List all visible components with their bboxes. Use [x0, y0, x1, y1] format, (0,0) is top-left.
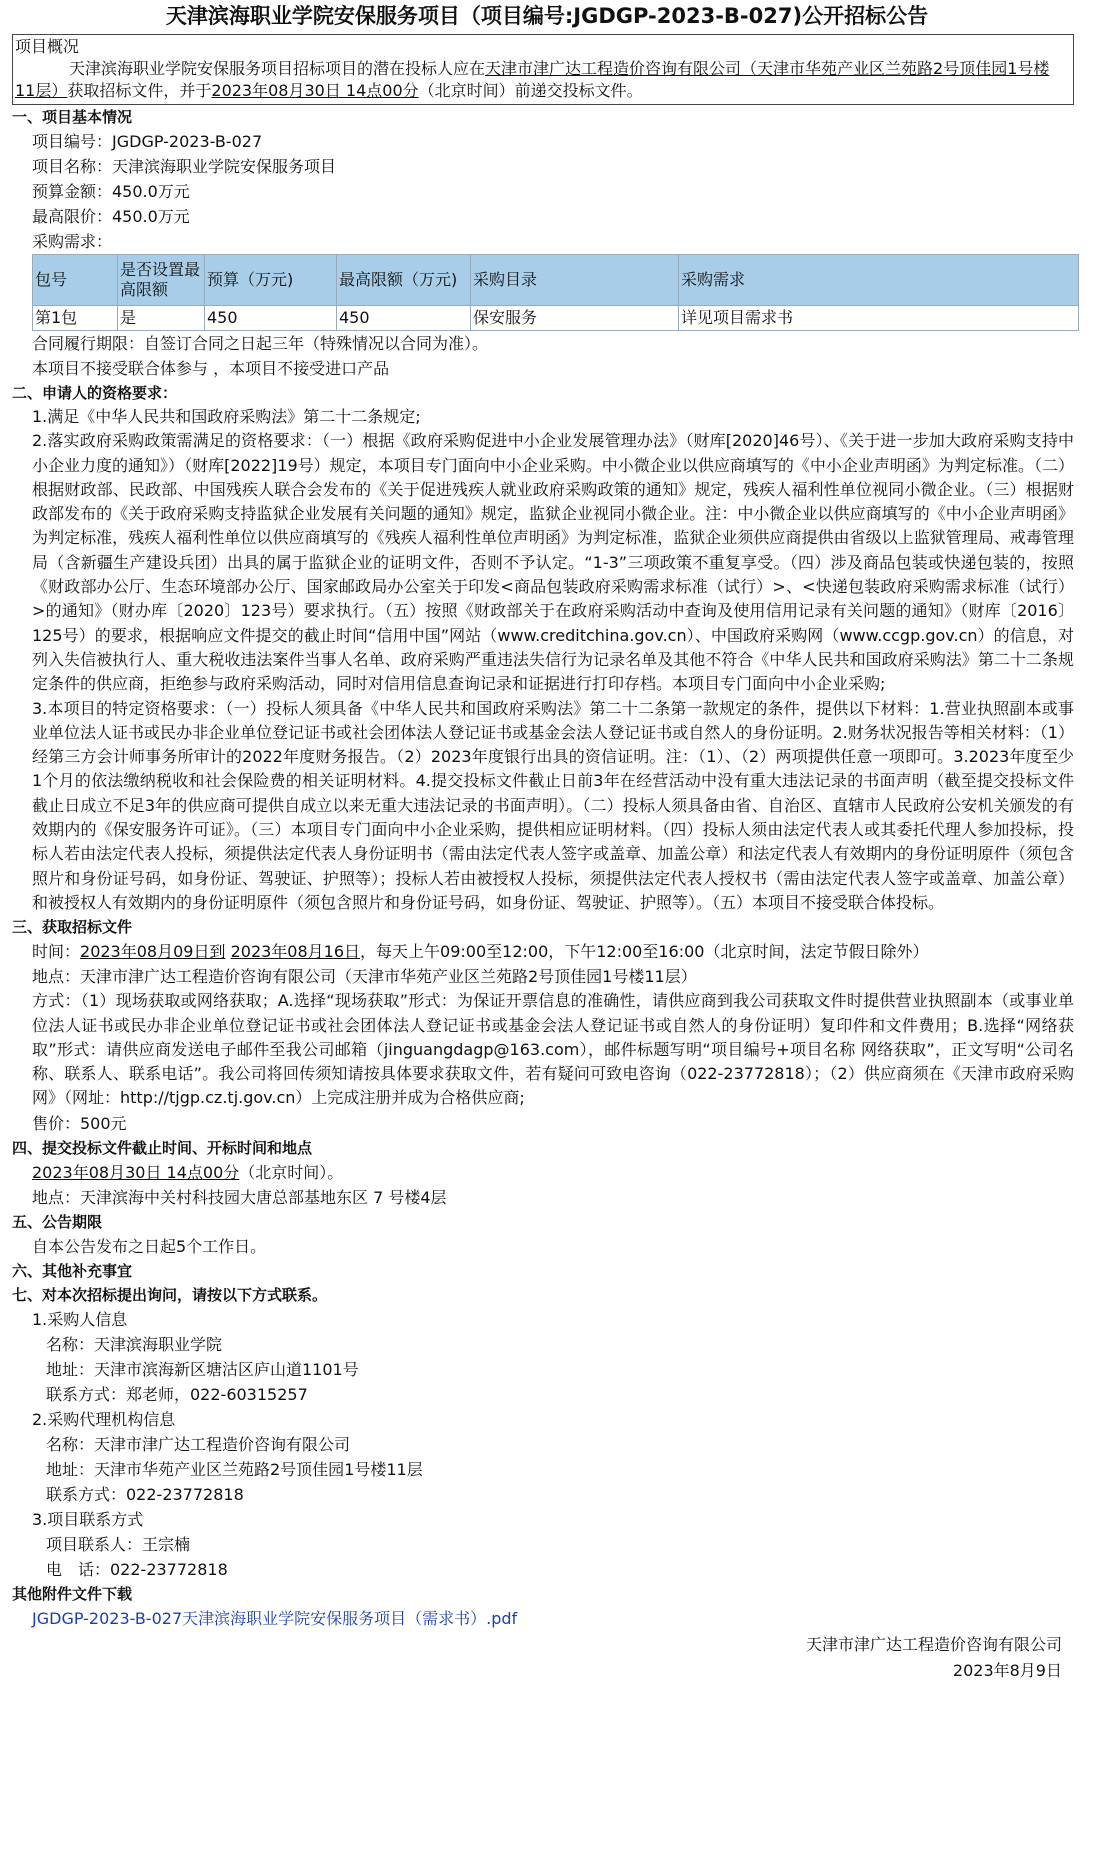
overview-text-1: 天津滨海职业学院安保服务项目招标项目的潜在投标人应在: [69, 59, 486, 78]
td-package: 第1包: [33, 306, 118, 331]
project-contact-phone: 电 话：022-23772818: [46, 1559, 228, 1579]
qualification-1: 1.满足《中华人民共和国政府采购法》第二十二条规定;: [32, 407, 421, 426]
th-max-limit: 最高限额（万元): [337, 255, 471, 306]
agency-name: 名称：天津市津广达工程造价咨询有限公司: [46, 1434, 351, 1454]
th-requirement: 采购需求: [679, 255, 1079, 306]
notice-period: 自本公告发布之日起5个工作日。: [32, 1236, 267, 1256]
section-2-heading: 二、申请人的资格要求：: [12, 384, 178, 402]
submission-deadline: [12, 1160, 1082, 1185]
purchaser-contact: 联系方式：郑老师，022-60315257: [46, 1384, 308, 1404]
qualification-2: 2.落实政府采购政策需满足的资格要求：（一）根据《政府采购促进中小企业发展管理办法》（财库[2020]46号）、《关于进一步加大政府采购支持中小企业力度的通知》）（财库[2022]19号）规定，本项目专门面向中小企业采购。中小微企业以供应商填写的《中小企业声明函》为判定标准。（二）根据财政部、民政部、中国残疾人联合会发布的《关于促进残疾人就业政府采购政策的通知》规定，残疾人福利性单位视同小微企业。（三）根据财政部发布的《关于政府采购支持监狱企业发展有关问题的通知》规定，监狱企业视同小微企业。注：中小微企业以供应商填写的《中小企业声明函》为判定标准，残疾人福利性单位以供应商填写的《残疾人福利性单位声明函》为判定标准，监狱企业须供应商提供由省级以上监狱管理局、戒毒管理局（含新疆生产建设兵团）出具的属于监狱企业的证明文件，否则不予认定。“1-3”三项政策不重复享受。（四）涉及商品包装或快递包装的，按照《财政部办公厅、生态环境部办公厅、国家邮政局办公室关于印发<商品包装政府采购需求标准（试行）>、<快递包装政府采购需求标准（试行）>的通知》（财办库〔2020〕123号）要求执行。（五）按照《财政部关于在政府采购活动中查询及使用信用记录有关问题的通知》（财库〔2016〕125号）的要求，根据响应文件提交的截止时间“信用中国”网站（www.creditchina.gov.cn）、中国政府采购网（www.ccgp.gov.cn）的信息，对列入失信被执行人、重大税收违法案件当事人名单、政府采购严重违法失信行为记录名单及其他不符合《中华人民共和国政府采购法》第二十二条规定条件的供应商，拒绝参与政府采购活动，同时对信用信息查询记录和证据进行打印存档。本项目专门面向中小企业采购;: [32, 431, 1074, 694]
td-max-limit: 450: [337, 306, 471, 331]
purchaser-address: 地址：天津市滨海新区塘沽区庐山道1101号: [46, 1359, 359, 1379]
obtain-time: [12, 939, 1082, 964]
td-limit-set: 是: [118, 306, 205, 331]
opening-place: 地点：天津滨海中关村科技园大唐总部基地东区 7 号楼4层: [32, 1187, 447, 1207]
attachment-download-link[interactable]: JGDGP-2023-B-027天津滨海职业学院安保服务项目（需求书）.pdf: [32, 1608, 518, 1628]
th-catalog: 采购目录: [471, 255, 679, 306]
announcement-page: [12, 0, 1082, 1684]
obtain-end-date: 2023年08月16日: [230, 942, 361, 962]
obtain-place: 地点：天津市津广达工程造价咨询有限公司（天津市华苑产业区兰苑路2号顶佳园1号楼11层）: [32, 967, 697, 987]
attachments-heading: 其他附件文件下载: [12, 1584, 133, 1603]
td-requirement: 详见项目需求书: [679, 306, 1079, 331]
th-package: 包号: [33, 255, 118, 306]
procurement-needs-label: 采购需求：: [32, 232, 113, 251]
qualification-3: 3.本项目的特定资格要求：（一）投标人须具备《中华人民共和国政府采购法》第二十二条第一款规定的条件，提供以下材料：1.营业执照副本或事业单位法人证书或民办非企业单位登记证书或社会团体法人登记证书或基金会法人登记证书或自然人的身份证明。2.财务状况报告等相关材料：（1）经第三方会计师事务所审计的2022年度财务报告。（2）2023年度银行出具的资信证明。注：（1）、（2）两项提供任意一项即可。3.2023年度至少1个月的依法缴纳税收和社会保险费的相关证明材料。4.提交投标文件截止日前3年在经营活动中没有重大违法记录的书面声明（截至提交投标文件截止日成立不足3年的供应商可提供自成立以来无重大违法记录的书面声明）。（二）投标人须具备由省、自治区、直辖市人民政府公安机关颁发的有效期内的《保安服务许可证》。（三）本项目专门面向中小企业采购，提供相应证明材料。（四）投标人须由法定代表人或其委托代理人参加投标，投标人若由法定代表人投标，须提供法定代表人身份证明书（需由法定代表人签字或盖章、加盖公章）和法定代表人有效期内的身份证明原件（须包含照片和身份证号码，如身份证、驾驶证、护照等）；投标人若由被授权人投标，须提供法定代表人授权书（需由法定代表人签字或盖章、加盖公章）和被授权人有效期内的身份证明原件（须包含照片和身份证号码，如身份证、驾驶证、护照等）。（五）本项目不接受联合体投标。: [32, 698, 1074, 912]
footer-date: 2023年8月9日: [952, 1660, 1062, 1680]
package-table: [32, 254, 1079, 331]
overview-agency-underlined: 天津市津广达工程造价咨询有限公司（天津市华苑产业区兰苑路2号顶佳园1号楼11层）: [15, 59, 1050, 100]
th-budget: 预算（万元): [205, 255, 337, 306]
td-catalog: 保安服务: [471, 306, 679, 331]
section-3-heading: 三、获取招标文件: [12, 918, 133, 937]
overview-deadline-underlined: 2023年08月30日 14点00分: [211, 81, 419, 100]
page-title: 天津滨海职业学院安保服务项目（项目编号:JGDGP-2023-B-027)公开招标公告: [165, 4, 929, 28]
purchaser-info-heading: 1.采购人信息: [32, 1309, 128, 1329]
project-number: 项目编号：JGDGP-2023-B-027: [32, 132, 263, 151]
th-limit-set: 是否设置最高限额: [118, 255, 205, 306]
submission-deadline-suffix: （北京时间）。: [239, 1162, 344, 1182]
section-5-heading: 五、公告期限: [12, 1212, 103, 1231]
obtain-hours: ，每天上午09:00至12:00，下午12:00至16:00（北京时间，法定节假日除外）: [360, 942, 929, 962]
consortium-note: 本项目不接受联合体参与 ，本项目不接受进口产品: [32, 359, 390, 378]
agency-contact: 联系方式：022-23772818: [46, 1484, 244, 1504]
obtain-start-date: 2023年08月09日: [80, 942, 210, 962]
obtain-to: 到: [209, 942, 226, 962]
agency-address: 地址：天津市华苑产业区兰苑路2号顶佳园1号楼11层: [46, 1459, 423, 1479]
table-row: [33, 306, 1079, 331]
section-7-heading: 七、对本次招标提出询问，请按以下方式联系。: [12, 1285, 328, 1304]
budget-amount: 预算金额：450.0万元: [32, 182, 190, 201]
section-6-heading: 六、其他补充事宜: [12, 1261, 133, 1280]
overview-text-5: （北京时间）前递交投标文件。: [418, 81, 643, 100]
td-budget: 450: [205, 306, 337, 331]
section-4-heading: 四、提交投标文件截止时间、开标时间和地点: [12, 1138, 313, 1157]
obtain-time-label: 时间：: [32, 942, 81, 962]
submission-deadline-date: 2023年08月30日 14点00分: [32, 1162, 240, 1182]
agency-info-heading: 2.采购代理机构信息: [32, 1409, 176, 1429]
footer-organization: 天津市津广达工程造价咨询有限公司: [805, 1634, 1062, 1654]
overview-box: [12, 34, 1074, 105]
document-price: 售价：500元: [32, 1113, 127, 1133]
overview-heading: 项目概况: [15, 37, 80, 56]
contract-period: 合同履行期限：自签订合同之日起三年（特殊情况以合同为准）。: [32, 334, 489, 353]
project-contact-person: 项目联系人：王宗楠: [46, 1534, 191, 1554]
overview-text: [15, 58, 1067, 102]
max-price: 最高限价：450.0万元: [32, 207, 190, 226]
table-header-row: [33, 255, 1079, 306]
purchaser-name: 名称：天津滨海职业学院: [46, 1334, 223, 1354]
project-name: 项目名称：天津滨海职业学院安保服务项目: [32, 157, 337, 176]
section-1-heading: 一、项目基本情况: [12, 108, 133, 126]
project-contact-heading: 3.项目联系方式: [32, 1509, 144, 1529]
overview-text-3: 获取招标文件，并于: [67, 81, 212, 100]
obtain-method: 方式：（1）现场获取或网络获取；A.选择“现场获取”形式：为保证开票信息的准确性，请供应商到我公司获取文件时提供营业执照副本（或事业单位法人证书或民办非企业单位登记证书或社会团体法人登记证书或基金会法人登记证书或自然人的身份证明）复印件和文件费用；B.选择“网络获取”形式：请供应商发送电子邮件至我公司邮箱（jinguangdagp@163.com），邮件标题写明“项目编号+项目名称 网络获取”，正文写明“公司名称、联系人、联系电话”。我公司将回传须知请按具体要求获取文件，若有疑问可致电咨询（022-23772818）；（2）供应商须在《天津市政府采购网》（网址：http://tjgp.cz.tj.gov.cn）上完成注册并成为合格供应商;: [32, 991, 1074, 1108]
